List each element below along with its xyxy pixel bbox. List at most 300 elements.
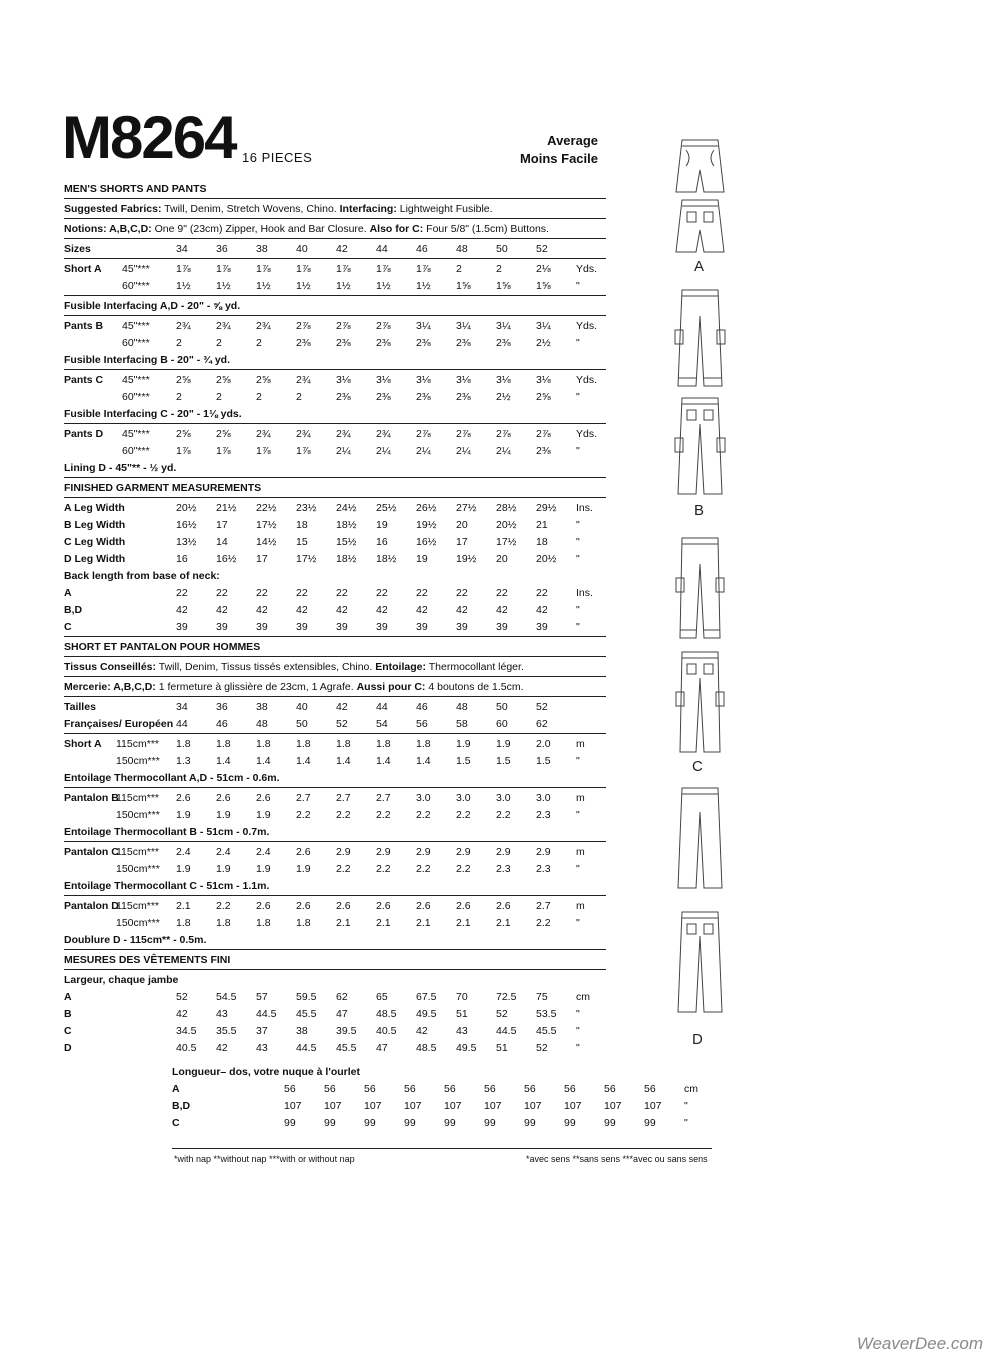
fr-back-length-value: 56 [564, 1082, 576, 1095]
fr-width-value: 75 [536, 990, 548, 1003]
yardage-row-value: 2.3 [536, 862, 551, 875]
back-length-value: 42 [456, 603, 468, 616]
leg-width-value: 15 [296, 535, 308, 548]
french-notions-part: Mercerie: A,B,C,D: [64, 680, 156, 693]
yardage-row-value: 1⅞ [336, 262, 351, 275]
yardage-row-value: 2.6 [296, 899, 311, 912]
back-length-view: C [64, 620, 72, 633]
yardage-row-value: 3.0 [536, 791, 551, 804]
short-a-back-drawing [676, 200, 724, 252]
yardage-row-value: 2.6 [376, 899, 391, 912]
yardage-row-unit: " [576, 916, 580, 929]
yardage-row-value: 2¼ [416, 444, 431, 457]
leg-width-value: 20½ [536, 552, 557, 565]
yardage-row-value: 2¾ [296, 427, 311, 440]
yardage-row-value: 1.8 [336, 737, 351, 750]
back-length-value: 42 [376, 603, 388, 616]
yardage-row-unit: " [576, 336, 580, 349]
back-length-value: 42 [296, 603, 308, 616]
yardage-row-value: 2⅜ [456, 336, 471, 349]
yardage-row-width: 45"*** [122, 262, 150, 275]
leg-width-value: 24½ [336, 501, 357, 514]
fr-width-value: 44.5 [256, 1007, 277, 1020]
fr-width-value: 54.5 [216, 990, 237, 1003]
pants-d-front-drawing [678, 788, 722, 888]
interfacing-note [64, 351, 606, 368]
yardage-row-width: 115cm*** [116, 791, 159, 804]
back-length-value: 39 [216, 620, 228, 633]
english-fabrics-part: Twill, Denim, Stretch Wovens, Chino. [161, 202, 340, 215]
back-length-row [64, 618, 606, 635]
difficulty-en: Average [547, 133, 598, 148]
yardage-row-label: Pantalon C [64, 845, 119, 858]
eu-size-value: 50 [296, 717, 308, 730]
leg-width-value: 21 [536, 518, 548, 531]
rule [64, 969, 606, 970]
fr-width-value: 44.5 [496, 1024, 517, 1037]
yardage-row-label: Pants C [64, 373, 104, 386]
yardage-row-value: 1⅞ [416, 262, 431, 275]
fr-back-length-value: 56 [404, 1082, 416, 1095]
yardage-row-value: 2.9 [336, 845, 351, 858]
leg-width-value: 19½ [456, 552, 477, 565]
yardage-row [64, 752, 606, 769]
yardage-row-unit: Yds. [576, 319, 598, 332]
size-value: 48 [456, 700, 468, 713]
rule [64, 636, 606, 637]
fr-width-unit: " [576, 1024, 580, 1037]
yardage-row-value: 2¼ [376, 444, 391, 457]
interfacing-note-part: Fusible Interfacing B - 20" - ¾ yd. [64, 353, 231, 366]
footnote-divider [172, 1148, 712, 1149]
yardage-row-value: 2.2 [416, 808, 431, 821]
fr-width-value: 53.5 [536, 1007, 557, 1020]
yardage-row-value: 1½ [296, 279, 311, 292]
eu-size-value: 44 [176, 717, 188, 730]
fr-width-value: 45.5 [336, 1041, 357, 1054]
pants-b-back-drawing [675, 398, 725, 494]
leg-width-value: 20 [456, 518, 468, 531]
fr-back-length-value: 99 [484, 1116, 496, 1129]
rule [64, 949, 606, 950]
yardage-row-width: 45"*** [122, 319, 150, 332]
yardage-row-value: 1⅝ [456, 279, 471, 292]
yardage-row-value: 2.7 [376, 791, 391, 804]
fr-width-value: 65 [376, 990, 388, 1003]
sizes-label: Tailles [64, 700, 96, 713]
yardage-row-value: 2.2 [376, 862, 391, 875]
fr-width-value: 49.5 [416, 1007, 437, 1020]
yardage-row [64, 388, 606, 405]
rule [64, 656, 606, 657]
eu-sizes-label: Françaises/ Européen [64, 717, 174, 730]
yardage-row-value: 1⅝ [536, 279, 551, 292]
yardage-row-value: 1⅞ [296, 444, 311, 457]
yardage-row-value: 3⅛ [336, 373, 351, 386]
fr-back-length-value: 107 [564, 1099, 582, 1112]
fr-back-length-value: 107 [484, 1099, 502, 1112]
yardage-row-value: 1.8 [296, 916, 311, 929]
interfacing-note-part: Entoilage Thermocollant B - 51cm - 0.7m. [64, 825, 270, 838]
yardage-row-label: Pantalon D [64, 899, 119, 912]
fr-width-view: C [64, 1024, 72, 1037]
yardage-row-value: 1½ [216, 279, 231, 292]
interfacing-note [64, 823, 606, 840]
yardage-row-value: 2 [216, 390, 222, 403]
yardage-row-value: 2.2 [336, 808, 351, 821]
fr-width-value: 35.5 [216, 1024, 237, 1037]
rule [64, 733, 606, 734]
yardage-row-value: 1.8 [216, 916, 231, 929]
size-value: 44 [376, 700, 388, 713]
back-length-value: 22 [256, 586, 268, 599]
yardage-row-value: 2.1 [416, 916, 431, 929]
leg-width-unit: " [576, 535, 580, 548]
fr-width-value: 52 [536, 1041, 548, 1054]
yardage-row-value: 2⅞ [416, 427, 431, 440]
fr-width-value: 52 [176, 990, 188, 1003]
rule [64, 198, 606, 199]
footnote-english: *with nap **without nap ***with or without nap [174, 1154, 355, 1164]
yardage-row [64, 860, 606, 877]
yardage-row-label: Pantalon B [64, 791, 119, 804]
yardage-row-value: 1.8 [216, 737, 231, 750]
size-value: 38 [256, 700, 268, 713]
fr-width-unit: cm [576, 990, 590, 1003]
interfacing-note-part: Doublure D - 115cm** - 0.5m. [64, 933, 207, 946]
rule [64, 369, 606, 370]
yardage-row-value: 1.3 [176, 754, 191, 767]
back-length-value: 42 [336, 603, 348, 616]
leg-width-value: 22½ [256, 501, 277, 514]
leg-width-value: 28½ [496, 501, 517, 514]
leg-width-unit: " [576, 518, 580, 531]
yardage-row-value: 1.8 [296, 737, 311, 750]
eu-size-value: 56 [416, 717, 428, 730]
leg-width-value: 20½ [496, 518, 517, 531]
fr-back-length-value: 107 [284, 1099, 302, 1112]
yardage-row-value: 2¾ [256, 427, 271, 440]
leg-width-value: 25½ [376, 501, 397, 514]
yardage-row-value: 2⅞ [536, 427, 551, 440]
yardage-row-value: 2.3 [496, 862, 511, 875]
yardage-row-value: 2¼ [456, 444, 471, 457]
interfacing-note [64, 931, 606, 948]
french-notions-part: 4 boutons de 1.5cm. [425, 680, 524, 693]
size-value: 36 [216, 242, 228, 255]
fr-back-length-row [172, 1114, 712, 1131]
yardage-row [64, 914, 606, 931]
fr-width-value: 59.5 [296, 990, 317, 1003]
yardage-row-value: 2⅜ [416, 390, 431, 403]
french-fabrics-part: Entoilage: [375, 660, 426, 673]
fr-width-value: 48.5 [416, 1041, 437, 1054]
pants-c-back-drawing [676, 652, 724, 752]
yardage-row-width: 60"*** [122, 279, 150, 292]
fr-back-length-value: 56 [444, 1082, 456, 1095]
back-length-value: 42 [416, 603, 428, 616]
fr-width-label [64, 971, 606, 988]
fr-back-length-value: 99 [644, 1116, 656, 1129]
yardage-row-value: 2½ [496, 390, 511, 403]
leg-width-value: 19 [416, 552, 428, 565]
yardage-row-value: 1⅞ [176, 444, 191, 457]
size-value: 42 [336, 700, 348, 713]
fr-back-length-view: C [172, 1116, 180, 1129]
fr-width-value: 48.5 [376, 1007, 397, 1020]
french-sizes-row [64, 698, 606, 715]
leg-width-value: 19 [376, 518, 388, 531]
yardage-row-unit: m [576, 737, 585, 750]
yardage-row-value: 2⅞ [456, 427, 471, 440]
piece-count: 16 PIECES [242, 150, 313, 165]
english-notions-part: Four 5/8" (1.5cm) Buttons. [423, 222, 549, 235]
yardage-row-value: 2⅜ [336, 390, 351, 403]
back-length-unit: " [576, 620, 580, 633]
yardage-row-value: 2.7 [296, 791, 311, 804]
yardage-row-value: 2.9 [416, 845, 431, 858]
fr-back-length-label-part: Longueur– dos, votre nuque à l'ourlet [172, 1065, 361, 1078]
rule [64, 841, 606, 842]
english-title-part: MEN'S SHORTS AND PANTS [64, 182, 207, 195]
yardage-row-value: 2 [496, 262, 502, 275]
yardage-row-value: 2⅞ [296, 319, 311, 332]
back-length-value: 39 [496, 620, 508, 633]
yardage-row-unit: " [576, 808, 580, 821]
yardage-row-width: 60"*** [122, 390, 150, 403]
yardage-row-value: 2⅜ [496, 336, 511, 349]
french-title [64, 638, 606, 655]
rule [64, 497, 606, 498]
yardage-row-value: 1.8 [256, 737, 271, 750]
yardage-row-value: 3.0 [416, 791, 431, 804]
yardage-row-value: 2.2 [336, 862, 351, 875]
yardage-chart [64, 180, 606, 1056]
size-value: 48 [456, 242, 468, 255]
french-title-part: SHORT ET PANTALON POUR HOMMES [64, 640, 261, 653]
fr-width-view: A [64, 990, 72, 1003]
rule [64, 258, 606, 259]
yardage-row-value: 2.7 [536, 899, 551, 912]
yardage-row-value: 1.4 [416, 754, 431, 767]
eu-size-value: 48 [256, 717, 268, 730]
back-length-row [64, 584, 606, 601]
fr-width-value: 70 [456, 990, 468, 1003]
fr-width-value: 42 [176, 1007, 188, 1020]
back-length-value: 39 [176, 620, 188, 633]
yardage-row-value: 1.8 [376, 737, 391, 750]
yardage-row-value: 2.9 [496, 845, 511, 858]
eu-size-value: 62 [536, 717, 548, 730]
fr-back-length-value: 56 [324, 1082, 336, 1095]
yardage-row-unit: " [576, 390, 580, 403]
yardage-row-value: 1.5 [496, 754, 511, 767]
leg-width-value: 16 [176, 552, 188, 565]
difficulty-rating [520, 132, 598, 168]
back-length-value: 22 [456, 586, 468, 599]
back-length-value: 39 [416, 620, 428, 633]
leg-width-value: 17½ [296, 552, 317, 565]
back-length-value: 42 [216, 603, 228, 616]
yardage-row-value: 2 [176, 336, 182, 349]
leg-width-value: 18½ [336, 552, 357, 565]
yardage-row-value: 2.1 [336, 916, 351, 929]
eu-size-value: 60 [496, 717, 508, 730]
yardage-row-value: 2⅜ [336, 336, 351, 349]
fr-width-value: 57 [256, 990, 268, 1003]
fr-width-value: 52 [496, 1007, 508, 1020]
yardage-row-value: 3⅛ [536, 373, 551, 386]
yardage-row-value: 1.8 [176, 737, 191, 750]
english-fabrics-part: Suggested Fabrics: [64, 202, 162, 215]
rule [64, 895, 606, 896]
yardage-row-value: 2⅝ [176, 373, 191, 386]
french-fabrics [64, 658, 606, 675]
yardage-row-label: Pants B [64, 319, 104, 332]
yardage-row-value: 1.9 [176, 808, 191, 821]
yardage-row-value: 2⅜ [376, 390, 391, 403]
yardage-row-value: 2 [256, 390, 262, 403]
yardage-row-value: 2.2 [536, 916, 551, 929]
yardage-row-value: 1.9 [496, 737, 511, 750]
yardage-row-width: 150cm*** [116, 754, 160, 767]
yardage-row [64, 735, 606, 752]
back-length-row [64, 601, 606, 618]
leg-width-label: D Leg Width [64, 552, 126, 565]
leg-width-value: 16½ [416, 535, 437, 548]
english-notions-part: One 9" (23cm) Zipper, Hook and Bar Closure. [151, 222, 370, 235]
fr-width-value: 51 [456, 1007, 468, 1020]
yardage-row-value: 1.9 [256, 808, 271, 821]
fr-width-row [64, 1039, 606, 1056]
yardage-row-value: 1.4 [256, 754, 271, 767]
fr-back-length-label [172, 1063, 712, 1080]
interfacing-note-part: Lining D - 45"** - ½ yd. [64, 461, 177, 474]
rule [64, 218, 606, 219]
leg-width-value: 17½ [256, 518, 277, 531]
yardage-row-value: 1.9 [296, 862, 311, 875]
fr-width-value: 72.5 [496, 990, 517, 1003]
fr-width-value: 40.5 [176, 1041, 197, 1054]
yardage-row-unit: " [576, 444, 580, 457]
interfacing-note [64, 769, 606, 786]
yardage-row-value: 2.1 [496, 916, 511, 929]
yardage-row-value: 3.0 [496, 791, 511, 804]
fr-width-value: 47 [376, 1041, 388, 1054]
leg-width-value: 18 [536, 535, 548, 548]
fr-width-row [64, 1022, 606, 1039]
leg-width-value: 23½ [296, 501, 317, 514]
size-value: 38 [256, 242, 268, 255]
yardage-row [64, 260, 606, 277]
yardage-row-width: 115cm*** [116, 737, 159, 750]
yardage-row-width: 60"*** [122, 336, 150, 349]
yardage-row-unit: Yds. [576, 427, 598, 440]
yardage-row-value: 3¼ [416, 319, 431, 332]
back-length-value: 22 [176, 586, 188, 599]
fr-back-length-value: 99 [284, 1116, 296, 1129]
yardage-row-value: 1.9 [216, 862, 231, 875]
yardage-row-value: 1.4 [376, 754, 391, 767]
leg-width-row [64, 499, 606, 516]
yardage-row-value: 2½ [536, 336, 551, 349]
back-length-value: 22 [216, 586, 228, 599]
size-value: 42 [336, 242, 348, 255]
fr-width-value: 67.5 [416, 990, 437, 1003]
leg-width-unit: Ins. [576, 501, 593, 514]
yardage-row-value: 1½ [256, 279, 271, 292]
yardage-row-value: 2¾ [256, 319, 271, 332]
fr-width-unit: " [576, 1007, 580, 1020]
size-value: 46 [416, 242, 428, 255]
yardage-row-unit: " [576, 754, 580, 767]
yardage-row [64, 334, 606, 351]
size-value: 34 [176, 700, 188, 713]
yardage-row-value: 1.9 [456, 737, 471, 750]
leg-width-value: 13½ [176, 535, 197, 548]
back-length-view: A [64, 586, 72, 599]
fr-back-length-value: 107 [604, 1099, 622, 1112]
yardage-row-unit: Yds. [576, 262, 598, 275]
yardage-row [64, 806, 606, 823]
leg-width-row [64, 516, 606, 533]
fr-width-value: 45.5 [536, 1024, 557, 1037]
size-value: 46 [416, 700, 428, 713]
yardage-row-label: Short A [64, 262, 102, 275]
fr-back-length-row [172, 1097, 712, 1114]
back-length-label [64, 567, 606, 584]
back-length-unit: " [576, 603, 580, 616]
yardage-row-width: 150cm*** [116, 916, 160, 929]
yardage-row-value: 2.6 [296, 845, 311, 858]
pants-b-front-drawing [675, 290, 725, 386]
pants-c-front-drawing [676, 538, 724, 638]
yardage-row-value: 2¾ [176, 319, 191, 332]
yardage-row-value: 1⅞ [376, 262, 391, 275]
interfacing-note [64, 459, 606, 476]
back-length-value: 39 [376, 620, 388, 633]
yardage-row-unit: m [576, 899, 585, 912]
interfacing-note-part: Entoilage Thermocollant A,D - 51cm - 0.6m. [64, 771, 280, 784]
yardage-row-value: 2⅞ [496, 427, 511, 440]
yardage-row-value: 2⅜ [376, 336, 391, 349]
leg-width-value: 20 [496, 552, 508, 565]
french-fabrics-part: Tissus Conseillés: [64, 660, 157, 673]
yardage-row-value: 2.2 [456, 808, 471, 821]
yardage-row-width: 115cm*** [116, 845, 159, 858]
yardage-row-value: 2.7 [336, 791, 351, 804]
yardage-row-value: 2.6 [216, 791, 231, 804]
fr-back-length-row [172, 1080, 712, 1097]
yardage-row-value: 1.8 [176, 916, 191, 929]
difficulty-fr: Moins Facile [519, 151, 598, 167]
leg-width-label: B Leg Width [64, 518, 126, 531]
english-notions-part: Also for C: [369, 222, 424, 235]
yardage-row-value: 3⅛ [456, 373, 471, 386]
fr-back-length-value: 99 [324, 1116, 336, 1129]
french-finished-title-part: MESURES DES VÊTEMENTS FINI [64, 953, 231, 966]
leg-width-value: 18½ [376, 552, 397, 565]
yardage-row-value: 2.6 [456, 899, 471, 912]
footnote-french: *avec sens **sans sens ***avec ou sans sens [526, 1154, 708, 1164]
leg-width-value: 15½ [336, 535, 357, 548]
fr-width-value: 42 [216, 1041, 228, 1054]
yardage-row-value: 1⅝ [496, 279, 511, 292]
yardage-row [64, 843, 606, 860]
back-length-value: 22 [376, 586, 388, 599]
garment-illustrations [660, 130, 750, 1060]
back-length-value: 42 [536, 603, 548, 616]
